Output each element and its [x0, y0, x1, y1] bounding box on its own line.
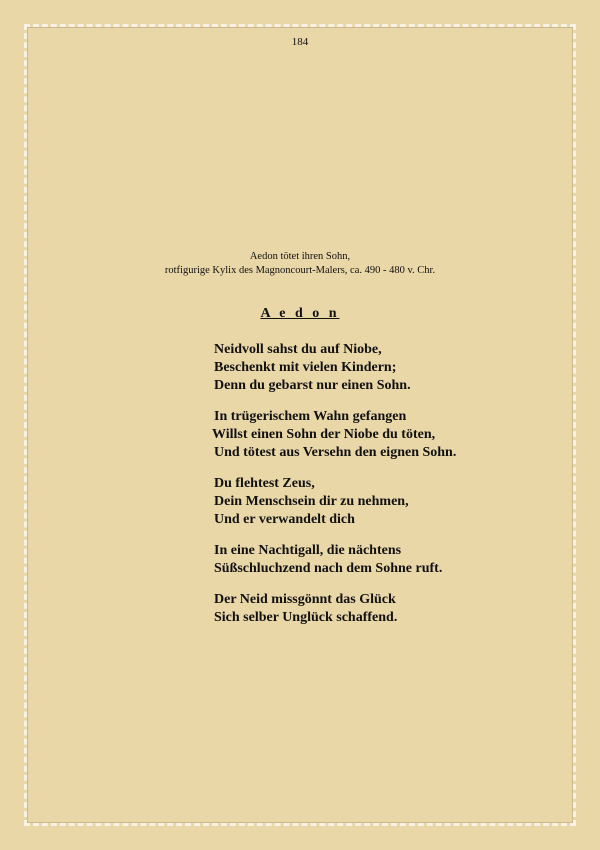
caption-line: Aedon tötet ihren Sohn, — [249, 251, 351, 262]
image-caption — [0, 250, 600, 278]
poem-line: Sich selber Unglück schaffend. — [214, 610, 398, 625]
stanza — [214, 542, 456, 578]
poem-line: Willst einen Sohn der Niobe du töten, — [212, 427, 436, 442]
caption-line: rotfigurige Kylix des Magnoncourt-Malers, ca. 490 - 480 v. Chr. — [164, 265, 436, 276]
poem-line: Du flehtest Zeus, — [214, 476, 315, 491]
page-number: 184 — [291, 36, 309, 48]
poem-line: Dein Menschsein dir zu nehmen, — [214, 494, 409, 509]
poem-line: Neidvoll sahst du auf Niobe, — [214, 342, 382, 357]
poem-line: In eine Nachtigall, die nächtens — [214, 543, 402, 558]
poem-line: Und tötest aus Versehn den eignen Sohn. — [214, 445, 457, 460]
stanza — [214, 591, 456, 627]
stanza — [214, 408, 456, 462]
poem-line: Süßschluchzend nach dem Sohne ruft. — [214, 561, 443, 576]
stanza — [214, 341, 456, 395]
poem-body — [214, 341, 456, 640]
poem-line: Und er verwandelt dich — [214, 512, 355, 527]
poem-line: Der Neid missgönnt das Glück — [214, 592, 396, 607]
stanza — [214, 475, 456, 529]
poem-line: In trügerischem Wahn gefangen — [214, 409, 407, 424]
poem-line: Beschenkt mit vielen Kindern; — [214, 360, 397, 375]
poem-line: Denn du gebarst nur einen Sohn. — [214, 378, 411, 393]
poem-title: A e d o n — [260, 306, 340, 321]
